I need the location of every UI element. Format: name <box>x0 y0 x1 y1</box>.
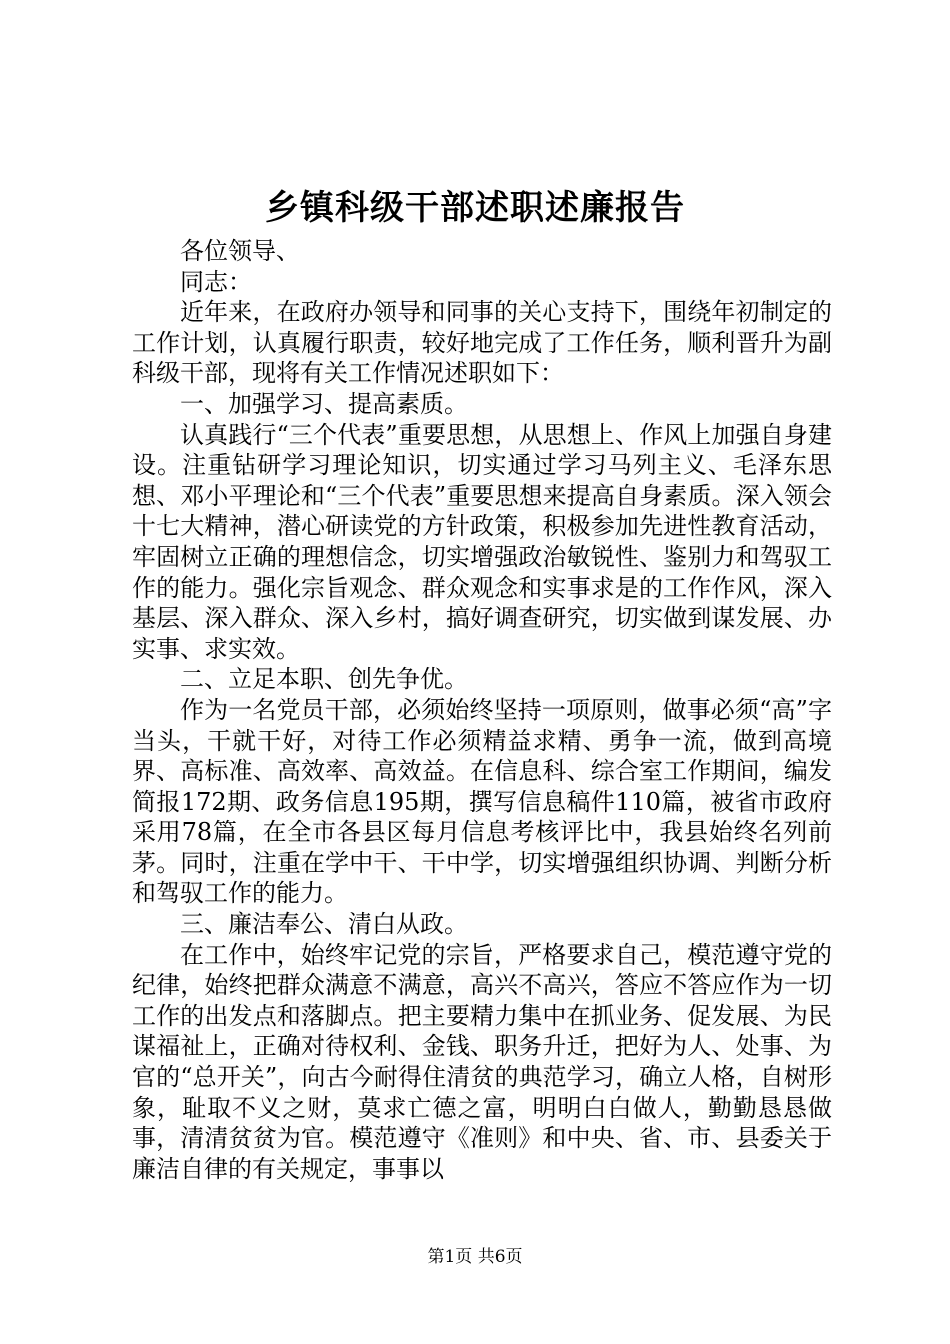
salutation-line-2: 同志： <box>180 267 252 296</box>
document-title: 乡镇科级干部述职述廉报告 <box>265 188 685 228</box>
section-1-paragraph: 认真践行“三个代表”重要思想，从思想上、作风上加强自身建设。注重钻研学习理论知识，切实通过学习马列主义、毛泽东思想、邓小平理论和“三个代表”重要思想来提高自身素质。深入领会十七大精神，潜心研读党的方针政策，积极参加先进性教育活动，牢固树立正确的理想信念，切实增强政治敏锐性、鉴别力和驾驭工作的能力。强化宗旨观念、群众观念和实事求是的工作作风，深入基层、深入群众、深入乡村，搞好调查研究，切实做到谋发展、办实事、求实效。 <box>132 420 832 663</box>
section-heading-3: 三、廉洁奉公、清白从政。 <box>180 910 468 939</box>
intro-paragraph: 近年来，在政府办领导和同事的关心支持下，围绕年初制定的工作计划，认真履行职责，较好地完成了工作任务，顺利晋升为副科级干部，现将有关工作情况述职如下： <box>132 298 832 388</box>
document-body <box>132 236 832 1184</box>
section-heading-1: 一、加强学习、提高素质。 <box>180 389 468 418</box>
salutation-line-1: 各位领导、 <box>180 237 300 265</box>
page-number-footer: 第1页 共6页 <box>427 1247 523 1267</box>
section-2-paragraph: 作为一名党员干部，必须始终坚持一项原则，做事必须“高”字当头，干就干好，对待工作必须精益求精、勇争一流，做到高境界、高标准、高效率、高效益。在信息科、综合室工作期间，编发简报172期、政务信息195期，撰写信息稿件110篇，被省市政府采用78篇，在全市各县区每月信息考核评比中，我县始终名列前茅。同时，注重在学中干、干中学，切实增强组织协调、判断分析和驾驭工作的能力。 <box>132 695 832 908</box>
section-3-paragraph: 在工作中，始终牢记党的宗旨，严格要求自己，模范遵守党的纪律，始终把群众满意不满意，高兴不高兴，答应不答应作为一切工作的出发点和落脚点。把主要精力集中在抓业务、促发展、为民谋福祉上，正确对待权利、金钱、职务升迁，把好为人、处事、为官的“总开关”，向古今耐得住清贫的典范学习，确立人格，自树形象，耻取不义之财，莫求亡德之富，明明白白做人，勤勤恳恳做事，清清贫贫为官。模范遵守《准则》和中央、省、市、县委关于廉洁自律的有关规定，事事以 <box>132 940 832 1183</box>
section-heading-2: 二、立足本职、创先争优。 <box>180 665 468 694</box>
